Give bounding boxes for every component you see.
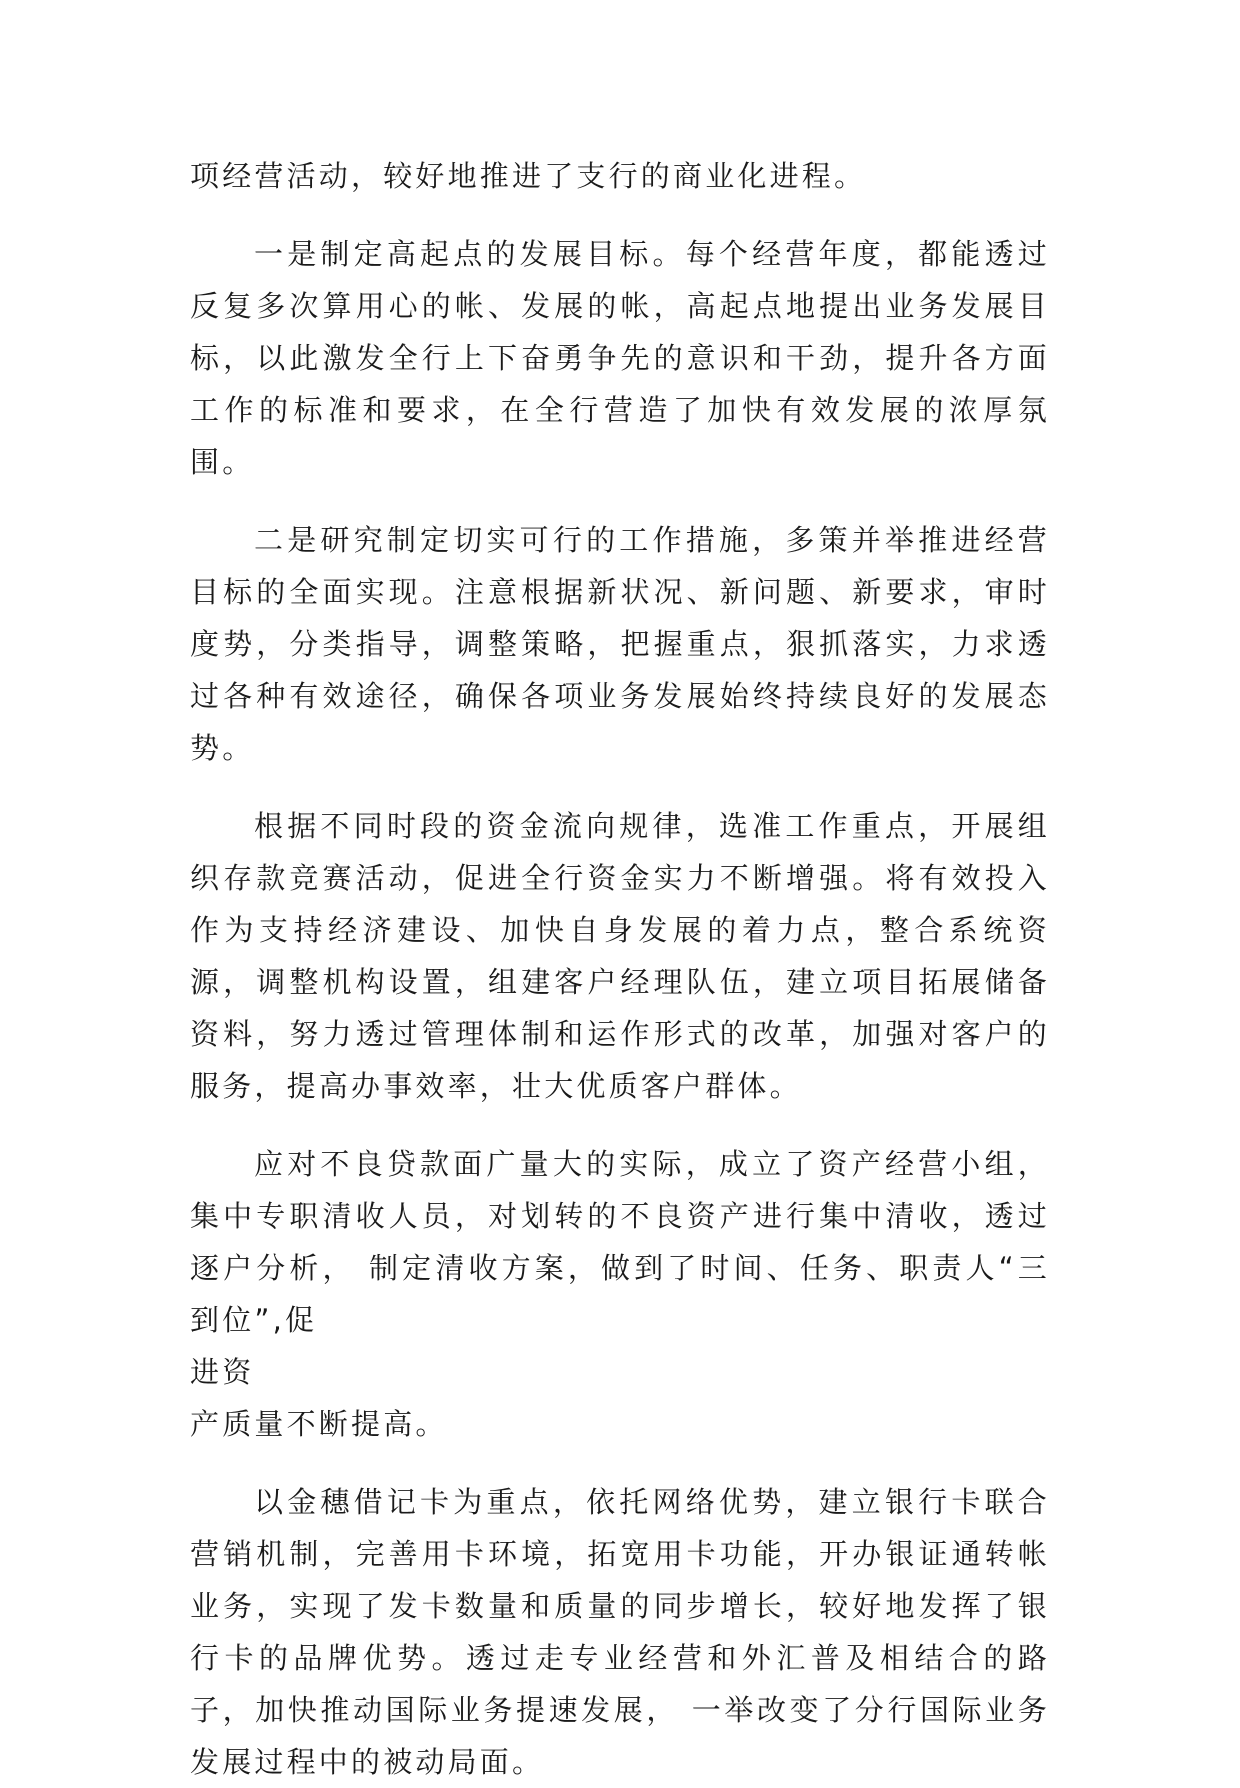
text-line: 务提速发展， 一举改变了分行国际业务发展过程中的被动局面。 (190, 1693, 1050, 1779)
text-line: 经济建设、加快自身发展的着力点，整合系统资源，调整机构设 (190, 913, 1050, 999)
paragraph (190, 1138, 1050, 1398)
paragraph (190, 1476, 1050, 1788)
text-line: 体制和运作形式的改革，加强对客户的服务，提高办事效率，壮 (190, 1017, 1050, 1103)
text-line: 款竞赛活动，促进全行资金实力不断增强。将有效投入作为支持 (190, 861, 1050, 947)
paragraph (190, 150, 1050, 202)
text-line: 项经营活动，较好地推进了支行的商业化进程。 (190, 159, 867, 193)
text-line: 要求，在全行营造了加快有效发展的浓厚氛围。 (190, 393, 1050, 479)
text-line: 大优质客户群体。 (544, 1069, 802, 1103)
text-line: 析， 制定清收方案，做到了时间、任务、职责人“三到位”,促 (190, 1251, 1050, 1337)
text-line: 进资 (190, 1355, 255, 1389)
text-line: 置，组建客户经理队伍，建立项目拓展储备资料，努力透过管理 (190, 965, 1050, 1051)
text-line: 径，确保各项业务发展始终持续良好的发展态势。 (190, 679, 1050, 765)
text-line: 产质量不断提高。 (190, 1407, 448, 1441)
text-line: 二是研究制定切实可行的工作措施，多策并举推进经营目标 (190, 523, 1050, 609)
text-line: 根据不同时段的资金流向规律，选准工作重点，开展组织存 (190, 809, 1050, 895)
text-line: 的全面实现。注意根据新状况、新问题、新要求，审时度势，分 (190, 575, 1050, 661)
paragraph-continuation (190, 1398, 1050, 1450)
paragraph (190, 800, 1050, 1112)
paragraph (190, 228, 1050, 488)
text-line: 激发全行上下奋勇争先的意识和干劲，提升各方面工作的标准和 (190, 341, 1050, 427)
text-line: 势。透过走专业经营和外汇普及相结合的路子，加快推动国际业 (190, 1641, 1050, 1727)
text-line: 多次算用心的帐、发展的帐，高起点地提出业务发展目标，以此 (190, 289, 1050, 375)
text-line: 一是制定高起点的发展目标。每个经营年度，都能透过反复 (190, 237, 1050, 323)
text-line: 机制，完善用卡环境，拓宽用卡功能，开办银证通转帐业务，实 (190, 1537, 1050, 1623)
document-body (190, 150, 1050, 1788)
text-line: 以金穗借记卡为重点，依托网络优势，建立银行卡联合营销 (190, 1485, 1050, 1571)
text-line: 类指导，调整策略，把握重点，狠抓落实，力求透过各种有效途 (190, 627, 1050, 713)
text-line: 现了发卡数量和质量的同步增长，较好地发挥了银行卡的品牌优 (190, 1589, 1050, 1675)
paragraph (190, 514, 1050, 774)
text-line: 应对不良贷款面广量大的实际，成立了资产经营小组，集中 (190, 1147, 1050, 1233)
text-line: 专职清收人员，对划转的不良资产进行集中清收，透过逐户分 (190, 1199, 1050, 1285)
